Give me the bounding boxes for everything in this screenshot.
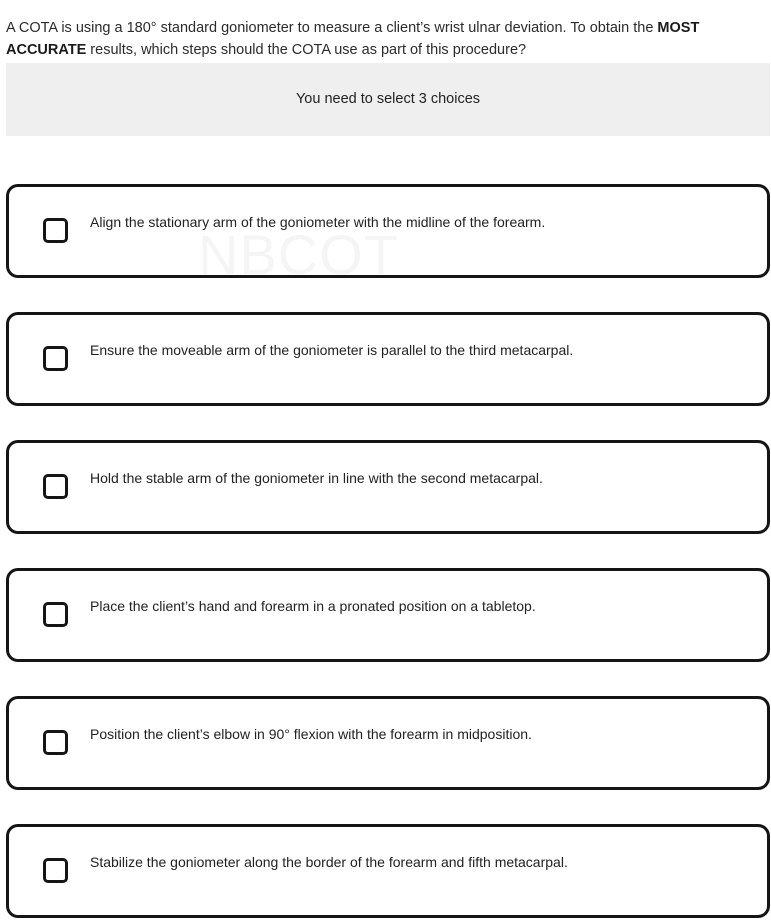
choice-option-5[interactable] <box>6 696 770 790</box>
instruction-text: You need to select 3 choices <box>295 91 481 107</box>
question-text-after: results, which steps should the COTA use as part of this procedure? <box>86 42 527 58</box>
choice-option-1[interactable] <box>6 184 770 278</box>
choice-label: Hold the stable arm of the goniometer in line with the second metacarpal. <box>90 470 543 486</box>
checkbox[interactable] <box>43 730 68 755</box>
checkbox[interactable] <box>43 218 68 243</box>
checkbox[interactable] <box>43 474 68 499</box>
choice-option-2[interactable] <box>6 312 770 406</box>
choice-label: Position the client’s elbow in 90° flexion with the forearm in midposition. <box>90 726 532 742</box>
choice-option-6[interactable] <box>6 824 770 918</box>
choice-label: Stabilize the goniometer along the border of the forearm and fifth metacarpal. <box>90 854 568 870</box>
question-emphasis: MOST ACCURATE <box>6 20 700 58</box>
checkbox[interactable] <box>43 346 68 371</box>
choice-label: Place the client’s hand and forearm in a pronated position on a tabletop. <box>90 598 536 614</box>
question-text <box>6 17 761 61</box>
choice-label: Ensure the moveable arm of the goniometer is parallel to the third metacarpal. <box>90 342 574 358</box>
choice-label: Align the stationary arm of the goniometer with the midline of the forearm. <box>90 214 546 230</box>
choice-option-3[interactable] <box>6 440 770 534</box>
question-text-before: A COTA is using a 180° standard goniometer to measure a client’s wrist ulnar deviation. To obtain the <box>6 20 658 36</box>
choice-option-4[interactable] <box>6 568 770 662</box>
instruction-banner <box>6 63 770 136</box>
checkbox[interactable] <box>43 858 68 883</box>
checkbox[interactable] <box>43 602 68 627</box>
